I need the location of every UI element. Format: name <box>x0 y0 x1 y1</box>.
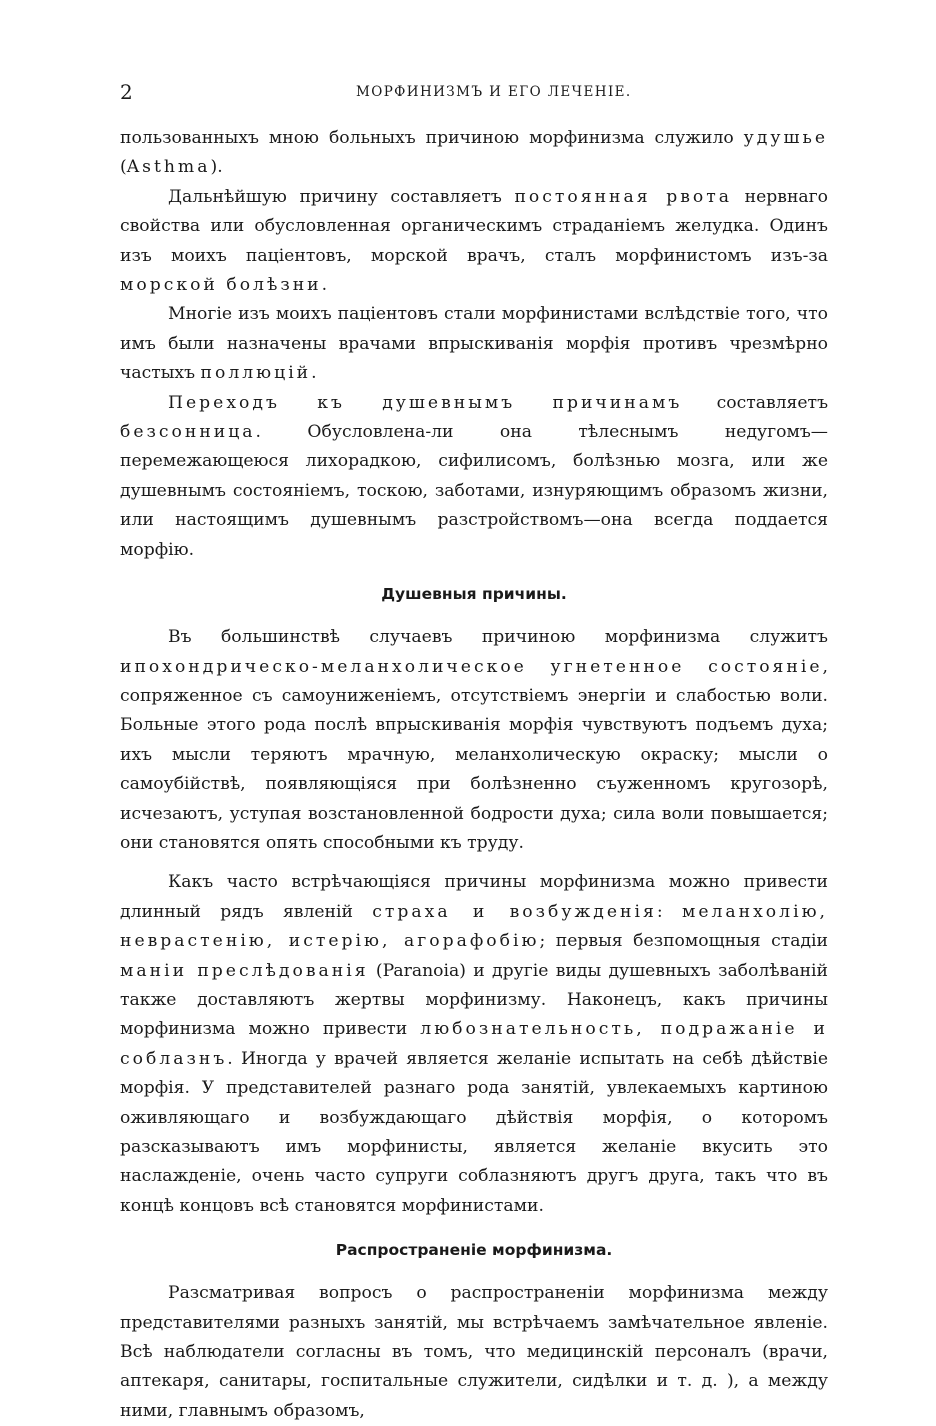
text-run-spaced: меланхолію, неврастенію, истерію, агорафобію <box>120 901 828 952</box>
text-run-spaced: Переходъ къ душевнымъ причинамъ <box>168 392 683 413</box>
text-run: пользованныхъ мною больныхъ причиною морфинизма служило <box>120 128 744 148</box>
page-header <box>120 80 820 110</box>
running-head: МОРФИНИЗМЪ И ЕГО ЛЕЧЕНІЕ. <box>356 84 632 100</box>
paragraph-7 <box>120 1279 828 1426</box>
paragraph-gap <box>120 858 828 868</box>
text-run: ). <box>210 157 223 178</box>
text-run-spaced: любознательность, подражаніе и соблазнъ <box>120 1019 828 1069</box>
text-run-spaced: страха и возбужденія <box>372 901 657 922</box>
text-run-spaced: безсонница <box>120 422 256 443</box>
page-number: 2 <box>120 80 133 104</box>
text-run: составляетъ <box>682 392 829 413</box>
text-run: ; первыя безпомощныя стадіи <box>539 931 828 952</box>
text-run-spaced: маніи преслѣдованія <box>120 960 369 981</box>
section-heading-mental-causes: Душевныя причины. <box>381 585 567 604</box>
text-run: Какъ часто встрѣчающіяся причины морфинизма можно привести длинный рядъ явленій <box>120 872 828 922</box>
paragraph-2 <box>120 183 828 301</box>
text-run: нервнаго свойства или обусловленная органическимъ страданіемъ желудка. Одинъ изъ моихъ паціентовъ, морской врачъ, сталъ морфинистомъ изъ-за <box>120 186 828 266</box>
text-run: (Paranoia) и другіе виды душевныхъ заболѣваній также доставляютъ жертвы морфинизму. Наконецъ, какъ причины морфинизма можно привести <box>120 960 828 1040</box>
text-run-spaced: удушье <box>743 128 828 148</box>
paragraph-3 <box>120 300 828 388</box>
text-run: Многіе изъ моихъ паціентовъ стали морфинистами вслѣдствіе того, что имъ были назначены врачами впрыскиванія морфія противъ чрезмѣрно частыхъ <box>120 304 828 384</box>
paragraph-5 <box>120 623 828 858</box>
text-run-spaced: постоянная рвота <box>514 186 732 207</box>
paragraph-6 <box>120 868 828 1221</box>
text-run-spaced: поллюцій <box>200 363 312 384</box>
text-run-spaced: морской болѣзни <box>120 275 322 296</box>
text-run-spaced: ипохондрическо-меланхолическое угнетенное состояніе <box>120 656 823 677</box>
text-run: Разсматривая вопросъ о распространеніи морфинизма между представителями разныхъ занятій, мы встрѣчаемъ замѣчательное явленіе. Всѣ наблюдатели согласны въ томъ, что медицинскій персоналъ (врачи, аптекаря, санитары, госпитальные служители, сидѣлки и т. д. ), а между ними, главнымъ образомъ, <box>120 1283 828 1421</box>
text-run: . <box>321 275 328 296</box>
paragraph-1 <box>120 124 828 183</box>
text-run: Дальнѣйшую причину составляетъ <box>168 186 515 207</box>
text-run-spaced: Asthma <box>126 157 211 178</box>
text-run: ( <box>120 157 127 178</box>
section-heading-spread-of-morphinism: Распространеніе морфинизма. <box>335 1241 613 1260</box>
text-run: . Иногда у врачей является желаніе испытать на себѣ дѣйствіе морфія. У представителей разнаго рода занятій, увлекаемыхъ картиною оживляющаго и возбуждающаго дѣйствія морфія, о которомъ разсказываютъ имъ морфинисты, является желаніе вкусить это наслажденіе, очень часто супруги соблазняютъ другъ друга, такъ что въ концѣ концовъ всѣ становятся морфинистами. <box>120 1048 828 1216</box>
text-run: Въ большинствѣ случаевъ причиною морфинизма служитъ <box>168 627 828 648</box>
text-run: , сопряженное съ самоуниженіемъ, отсутствіемъ энергіи и слабостью воли. Больные этого рода послѣ впрыскиванія морфія чувствуютъ подъемъ духа; ихъ мысли теряютъ мрачную, меланхолическую окраску; мысли о самоубійствѣ, появляющіяся при болѣзненно съуженномъ кругозорѣ, исчезаютъ, уступая возстановленной бодрости духа; сила воли повышается; они становятся опять способными къ труду. <box>120 656 828 853</box>
page-body <box>120 124 828 1426</box>
text-run: : <box>656 901 682 922</box>
paragraph-4 <box>120 389 828 565</box>
text-run: . Обусловлена-ли она тѣлеснымъ недугомъ—перемежающеюся лихорадкою, сифилисомъ, болѣзнью мозга, или же душевнымъ состояніемъ, тоскою, заботами, изнуряющимъ образомъ жизни, или настоящимъ душевнымъ разстройствомъ—она всегда поддается морфію. <box>120 422 828 560</box>
text-run: . <box>311 363 317 384</box>
